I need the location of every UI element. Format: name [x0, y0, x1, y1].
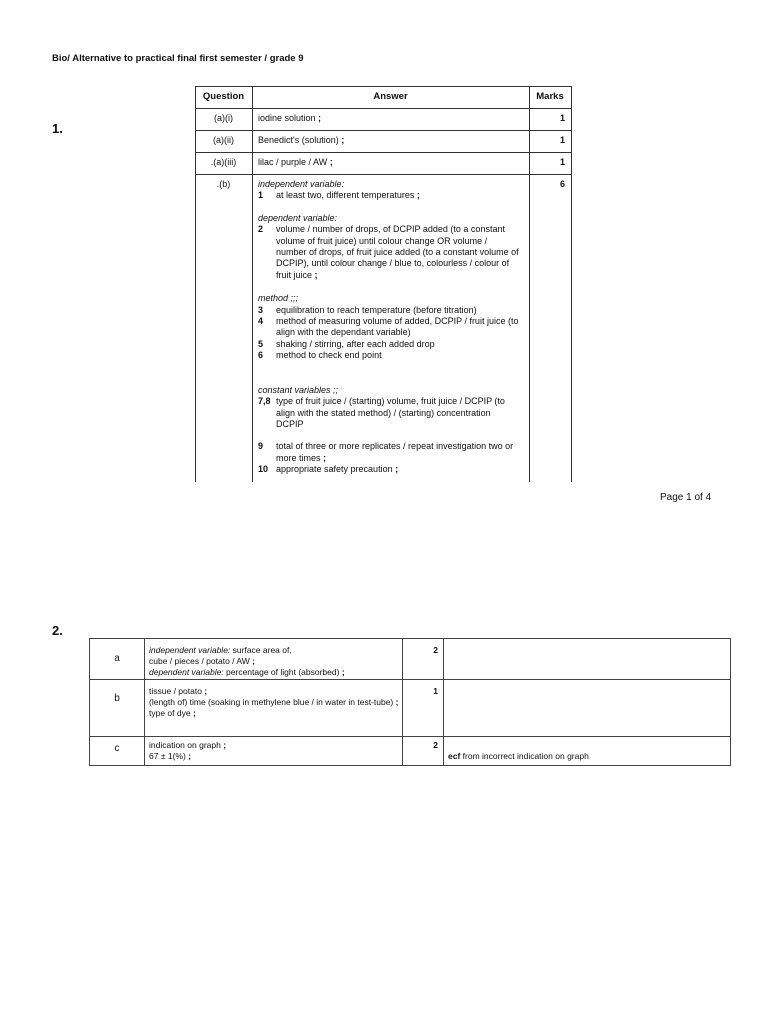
table-rule	[90, 679, 730, 680]
mark-point-separator: ;	[220, 740, 227, 750]
question-id: .(b)	[216, 179, 231, 189]
mark-point-separator: ;	[201, 686, 208, 696]
marks-value: 1	[559, 113, 565, 123]
mark-point-text: type of fruit juice / (starting) volume, fruit juice / DCPIP (to align with the stated method) / (starting) concentration DCPIP	[276, 396, 505, 429]
table-rule	[571, 86, 572, 482]
answer-line	[149, 740, 399, 751]
table-rule	[402, 639, 403, 765]
mark-point-separator: ;	[185, 751, 191, 761]
mark-point-separator: ;	[315, 113, 322, 123]
mark-point	[258, 441, 520, 464]
part-label: c	[114, 743, 120, 754]
answer-text: Benedict's (solution)	[258, 135, 339, 145]
marks-value: 1	[433, 686, 438, 696]
mark-point-number: 3	[258, 304, 264, 315]
question-2-mark-scheme-table	[89, 638, 731, 766]
independent-variable-heading: independent variable:	[258, 179, 345, 189]
answer-text: iodine solution	[258, 113, 316, 123]
mark-point-text	[276, 224, 520, 281]
marks-value: 1	[559, 135, 565, 145]
guidance-keyword: ecf	[448, 751, 461, 761]
mark-point-text: equilibration to reach temperature (before titration)	[276, 304, 477, 315]
question-id: .(a)(iii)	[210, 157, 237, 167]
column-header-marks: Marks	[536, 91, 564, 102]
mark-point	[258, 224, 520, 281]
mark-point-number: 10	[258, 464, 269, 475]
part-label: b	[114, 693, 120, 704]
point-text: total of three or more replicates / repeat investigation two or more times	[276, 441, 514, 463]
mark-point-number: 6	[258, 350, 264, 361]
variable-label: independent variable:	[149, 645, 231, 655]
mark-point-separator: ;	[249, 656, 255, 666]
mark-point-separator: ;	[320, 452, 327, 463]
mark-point-separator: ;	[327, 157, 333, 167]
dependent-variable-heading: dependent variable:	[258, 212, 338, 223]
guidance-text: from incorrect indication on graph	[460, 751, 589, 761]
answer-line	[149, 751, 399, 762]
mark-point	[258, 464, 520, 475]
answer-text: tissue / potato	[149, 686, 202, 696]
answer-cell-b	[258, 179, 520, 476]
mark-point-separator: ;	[190, 708, 196, 718]
mark-point-text: shaking / stirring, after each added drop	[276, 338, 435, 349]
column-header-question: Question	[202, 91, 245, 102]
mark-point	[258, 350, 520, 361]
part-label: a	[114, 653, 120, 664]
mark-point-separator: ;	[392, 464, 399, 475]
answer-line	[149, 656, 399, 667]
mark-point-separator: ;	[339, 667, 345, 677]
answer-text: 67 ± 1(%)	[149, 751, 186, 761]
mark-point-text: method of measuring volume of added, DCPIP / fruit juice (to align with the dependant variable)	[276, 316, 519, 338]
mark-point-number: 4	[258, 316, 264, 327]
answer-text: indication on graph	[149, 740, 221, 750]
mark-point-text	[276, 190, 520, 201]
mark-point-number: 7,8	[258, 396, 271, 407]
mark-point-separator: ;	[338, 135, 345, 145]
mark-point-number: 1	[258, 190, 264, 201]
marks-value: 2	[433, 645, 438, 655]
question-1-mark-scheme-table	[195, 86, 572, 482]
answer-cell	[149, 686, 399, 719]
question-id: (a)(i)	[214, 113, 233, 123]
mark-point-separator: ;	[414, 190, 420, 201]
answer-cell	[258, 157, 333, 168]
marks-value: 1	[559, 157, 565, 167]
mark-point	[258, 190, 520, 201]
mark-point	[258, 339, 520, 350]
marks-value: 6	[559, 179, 565, 189]
question-id: (a)(ii)	[213, 135, 234, 145]
question-1-number: 1.	[52, 121, 63, 136]
mark-point-text	[276, 441, 520, 464]
mark-point	[258, 316, 520, 339]
mark-point-text	[276, 464, 520, 475]
document-header: Bio/ Alternative to practical final first semester / grade 9	[52, 53, 304, 64]
table-rule	[90, 736, 730, 737]
answer-text: surface area of,	[230, 645, 292, 655]
guidance-cell	[448, 751, 589, 762]
point-text: volume / number of drops, of DCPIP added (to a constant volume of fruit juice) until colour change OR volume / number of drops, of fruit juice added (to a constant volume of DCPIP), until colour change / blue to, colourless / colour of fruit juice	[276, 224, 519, 280]
column-header-answer: Answer	[373, 91, 408, 102]
variable-label: dependent variable:	[149, 667, 224, 677]
mark-point-text: method to check end point	[276, 350, 382, 361]
answer-line	[149, 697, 399, 708]
mark-point-separator: ;	[393, 697, 399, 707]
answer-cell	[149, 740, 399, 762]
mark-point-number: 5	[258, 338, 264, 349]
constant-variables-heading: constant variables ;;	[258, 384, 339, 395]
point-text: at least two, different temperatures	[276, 190, 415, 201]
table-rule	[443, 639, 444, 765]
answer-text: (length of) time (soaking in methylene blue / in water in test-tube)	[149, 697, 394, 707]
answer-text: percentage of light (absorbed)	[223, 667, 340, 677]
mark-point-separator: ;	[312, 269, 318, 280]
table-rule	[144, 639, 145, 765]
question-2-number: 2.	[52, 623, 63, 638]
page-number: Page 1 of 4	[660, 492, 712, 503]
answer-cell	[258, 113, 321, 124]
answer-text: lilac / purple / AW	[258, 157, 328, 167]
mark-point-number: 9	[258, 441, 264, 452]
mark-point	[258, 396, 520, 430]
answer-cell	[258, 135, 344, 146]
answer-text: type of dye	[149, 708, 191, 718]
answer-line	[149, 645, 399, 656]
answer-text: cube / pieces / potato / AW	[149, 656, 250, 666]
method-heading: method ;;;	[258, 293, 299, 304]
point-text: appropriate safety precaution	[276, 464, 393, 475]
answer-line	[149, 686, 399, 697]
mark-point	[258, 305, 520, 316]
marks-value: 2	[433, 740, 438, 750]
mark-point-number: 2	[258, 224, 264, 235]
answer-line	[149, 667, 399, 678]
answer-line	[149, 708, 399, 719]
answer-cell	[149, 645, 399, 678]
table-rule	[252, 86, 253, 482]
